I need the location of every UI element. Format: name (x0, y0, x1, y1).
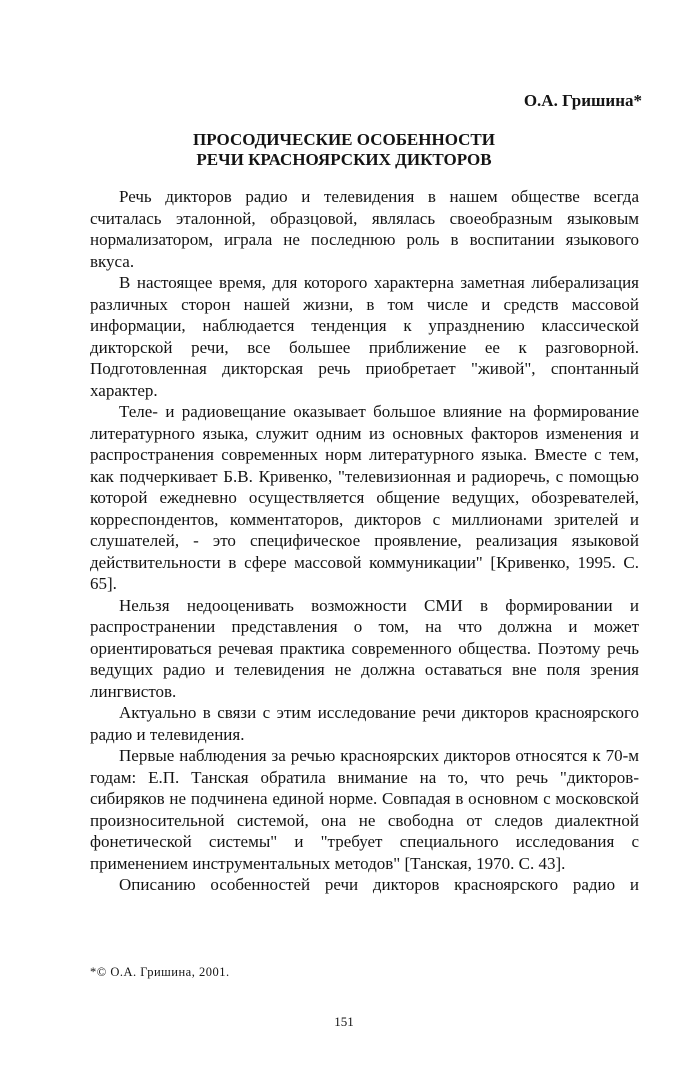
paragraph-2: В настоящее время, для которого характерна заметная либерализация различных сторон нашей жизни, в том числе и средств массовой информации, наблюдается тенденция к упразднению классической дикторской речи, все большее приближение ее к разговорной. Подготовленная дикторская речь приобретает "живой", спонтанный характер. (90, 273, 639, 400)
paragraph-5: Актуально в связи с этим исследование речи дикторов красноярского радио и телевидения. (90, 703, 639, 744)
article-body (90, 186, 639, 896)
paragraph-3: Теле- и радиовещание оказывает большое влияние на формирование литературного языка, служит одним из основных факторов изменения и распространения современных норм литературного языка. Вместе с тем, как подчеркивает Б.В. Кривенко, "телевизионная и радиоречь, с помощью которой ежедневно осуществляется общение ведущих, обозревателей, корреспондентов, комментаторов, дикторов с миллионами зрителей и слушателей, - это специфическое проявление, реализация языковой действительности в сфере массовой коммуникации" [Кривенко, 1995. С. 65]. (90, 402, 639, 593)
page-number: 151 (334, 1014, 354, 1029)
paragraph-1: Речь дикторов радио и телевидения в нашем обществе всегда считалась эталонной, образцовой, являлась своеобразным языковым нормализатором, играла не последнюю роль в воспитании языкового вкуса. (90, 187, 639, 271)
title-line-2: РЕЧИ КРАСНОЯРСКИХ ДИКТОРОВ (196, 150, 492, 169)
article-title (0, 130, 688, 170)
copyright-footnote: *© О.А. Гришина, 2001. (90, 965, 230, 979)
paragraph-4: Нельзя недооценивать возможности СМИ в формировании и распространении представления о том, на что должна и может ориентироваться речевая практика современного общества. Поэтому речь ведущих радио и телевидения не должна оставаться вне поля зрения лингвистов. (90, 595, 639, 701)
paragraph-7: Описанию особенностей речи дикторов красноярского радио и (119, 875, 639, 894)
paragraph-6: Первые наблюдения за речью красноярских дикторов относятся к 70-м годам: Е.П. Танская обратила внимание на то, что речь "дикторов-сибиряков не подчинена единой норме. Совпадая в основном с московской произносительной системой, она не свободна от следов диалектной фонетической системы" и "требует специального исследования с применением инструментальных методов" [Танская, 1970. С. 43]. (90, 746, 639, 873)
title-line-1: ПРОСОДИЧЕСКИЕ ОСОБЕННОСТИ (193, 130, 495, 149)
author-name: О.А. Гришина* (523, 91, 642, 110)
